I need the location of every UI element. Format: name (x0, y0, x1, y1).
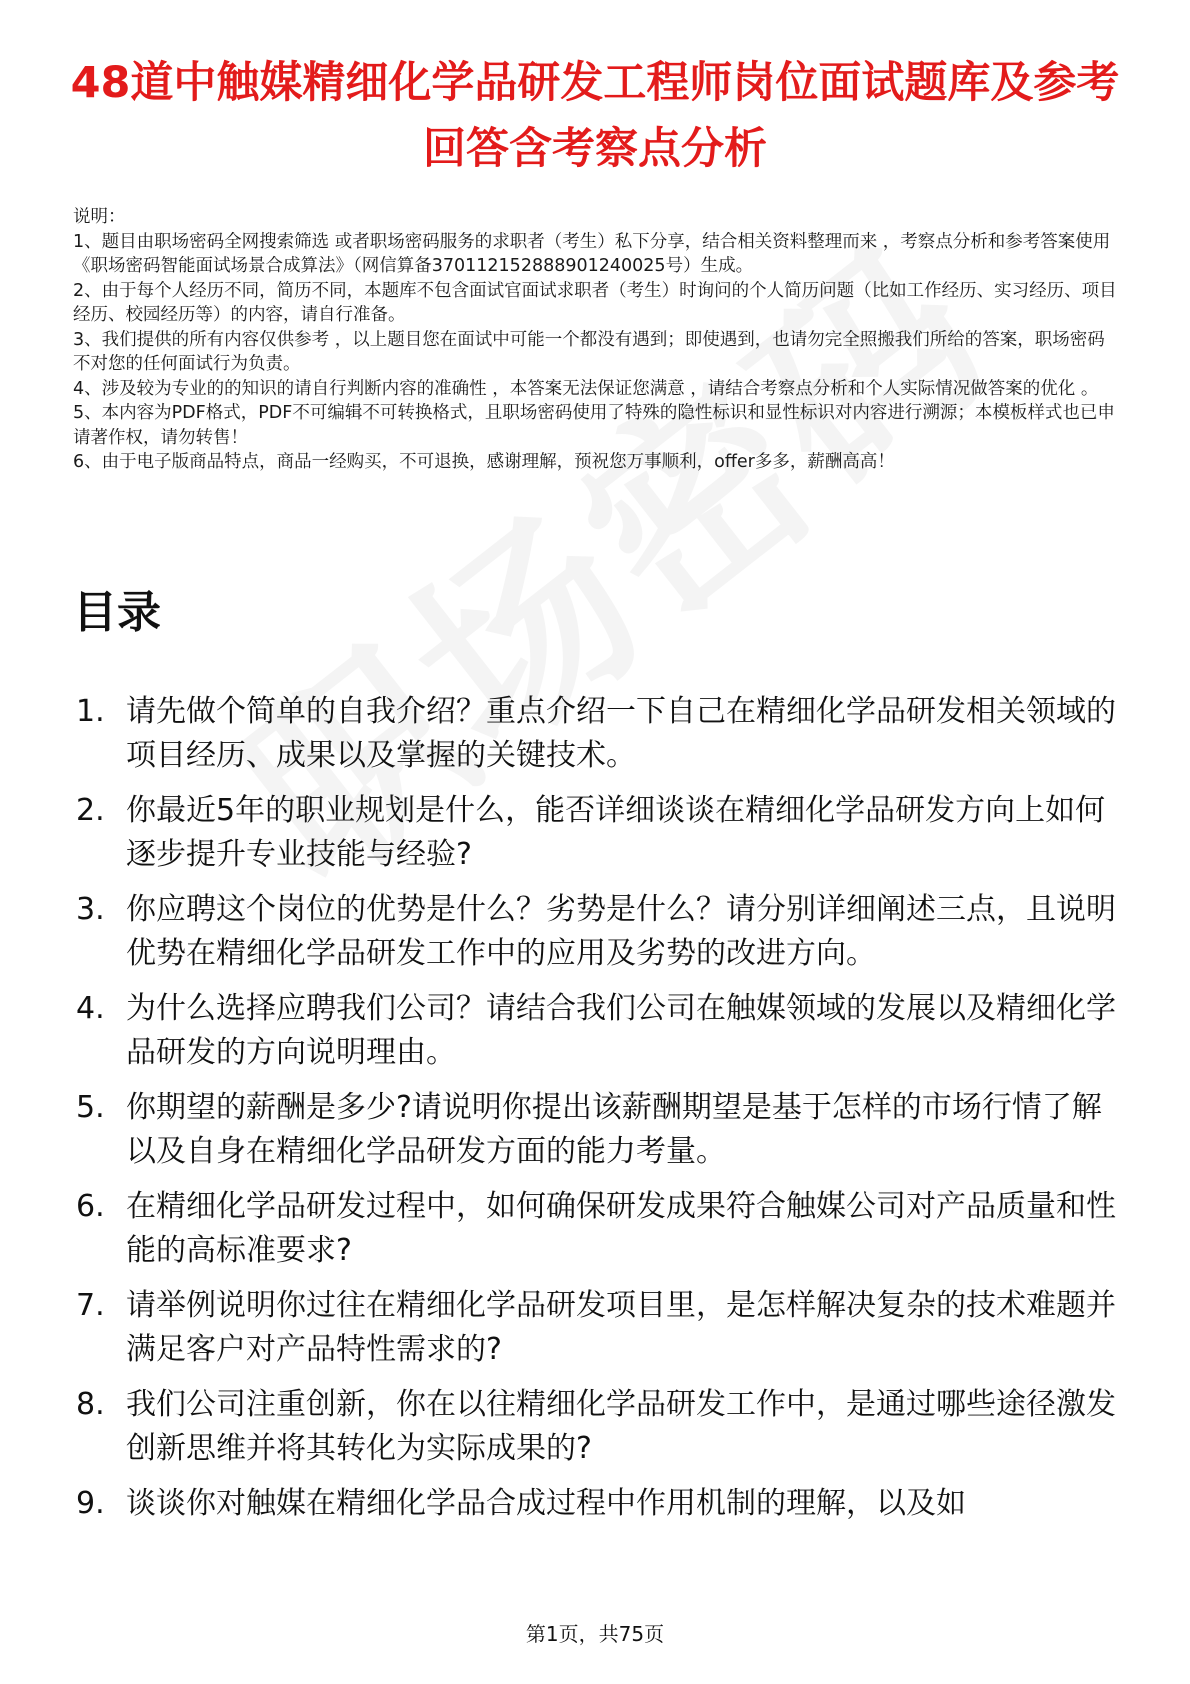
note-item: 3、我们提供的所有内容仅供参考 ，以上题目您在面试中可能一个都没有遇到；即使遇到，也请勿完全照搬我们所给的答案，职场密码不对您的任何面试行为负责。 (73, 329, 1105, 374)
note-item: 4、涉及较为专业的的知识的请自行判断内容的准确性 ，本答案无法保证您满意 ，请结合考察点分析和个人实际情况做答案的优化 。 (73, 378, 1099, 399)
toc-item-text: 我们公司注重创新，你在以往精细化学品研发工作中，是通过哪些途径激发创新思维并将其转化为实际成果的? (126, 1387, 1116, 1466)
toc-item-text: 请先做个简单的自我介绍？重点介绍一下自己在精细化学品研发相关领域的项目经历、成果以及掌握的关键技术。 (126, 694, 1116, 773)
toc-item (76, 789, 1126, 877)
toc-item-number: 3. (76, 892, 105, 927)
note-item: 1、题目由职场密码全网搜索筛选 或者职场密码服务的求职者（考生）私下分享，结合相关资料整理而来 ，考察点分析和参考答案使用《职场密码智能面试场景合成算法》（网信算备370112152888901240025号）生成。 (73, 231, 1111, 276)
note-item: 2、由于每个人经历不同，简历不同，本题库不包含面试官面试求职者（考生）时询问的个人简历问题（比如工作经历、实习经历、项目经历、校园经历等）的内容，请自行准备。 (73, 280, 1117, 325)
toc-item-number: 7. (76, 1288, 105, 1323)
toc-item-text: 为什么选择应聘我们公司？请结合我们公司在触媒领域的发展以及精细化学品研发的方向说明理由。 (126, 991, 1116, 1070)
toc-item-number: 9. (76, 1486, 105, 1521)
toc-item (76, 1383, 1126, 1471)
toc-item-number: 5. (76, 1090, 105, 1125)
note-item: 6、由于电子版商品特点，商品一经购买，不可退换，感谢理解，预祝您万事顺利，offer多多，薪酬高高！ (73, 452, 895, 472)
toc-item-number: 6. (76, 1189, 105, 1224)
page-title: 48道中触媒精细化学品研发工程师岗位面试题库及参考回答含考察点分析 (70, 58, 1120, 174)
page-footer: 第1页，共75页 (525, 1622, 665, 1646)
toc-item-text: 你最近5年的职业规划是什么，能否详细谈谈在精细化学品研发方向上如何逐步提升专业技能与经验? (126, 793, 1106, 872)
toc-item-number: 8. (76, 1387, 105, 1422)
notes-heading: 说明： (73, 207, 126, 227)
toc-heading: 目录 (73, 587, 161, 638)
toc-item-number: 1. (76, 694, 105, 729)
note-item: 5、本内容为PDF格式，PDF不可编辑不可转换格式，且职场密码使用了特殊的隐性标识和显性标识对内容进行溯源；本模板样式也已申请著作权，请勿转售！ (73, 403, 1115, 448)
toc-item-text: 你应聘这个岗位的优势是什么？劣势是什么？请分别详细阐述三点，且说明优势在精细化学品研发工作中的应用及劣势的改进方向。 (126, 892, 1116, 971)
toc-item (76, 1185, 1126, 1273)
toc-item (76, 690, 1126, 778)
toc-item (76, 987, 1126, 1075)
notes-section (73, 205, 1118, 475)
toc-item-text: 你期望的薪酬是多少?请说明你提出该薪酬期望是基于怎样的市场行情了解以及自身在精细化学品研发方面的能力考量。 (126, 1090, 1102, 1169)
toc-item (76, 888, 1126, 976)
toc-item-text: 在精细化学品研发过程中，如何确保研发成果符合触媒公司对产品质量和性能的高标准要求? (126, 1189, 1116, 1268)
toc-item-number: 2. (76, 793, 105, 828)
toc-item-text: 请举例说明你过往在精细化学品研发项目里，是怎样解决复杂的技术难题并满足客户对产品特性需求的? (126, 1288, 1116, 1367)
toc-list (76, 690, 1126, 1537)
toc-item-text: 谈谈你对触媒在精细化学品合成过程中作用机制的理解，以及如 (126, 1486, 966, 1521)
toc-item (76, 1482, 1126, 1526)
toc-item (76, 1086, 1126, 1174)
toc-item-number: 4. (76, 991, 105, 1026)
toc-item (76, 1284, 1126, 1372)
